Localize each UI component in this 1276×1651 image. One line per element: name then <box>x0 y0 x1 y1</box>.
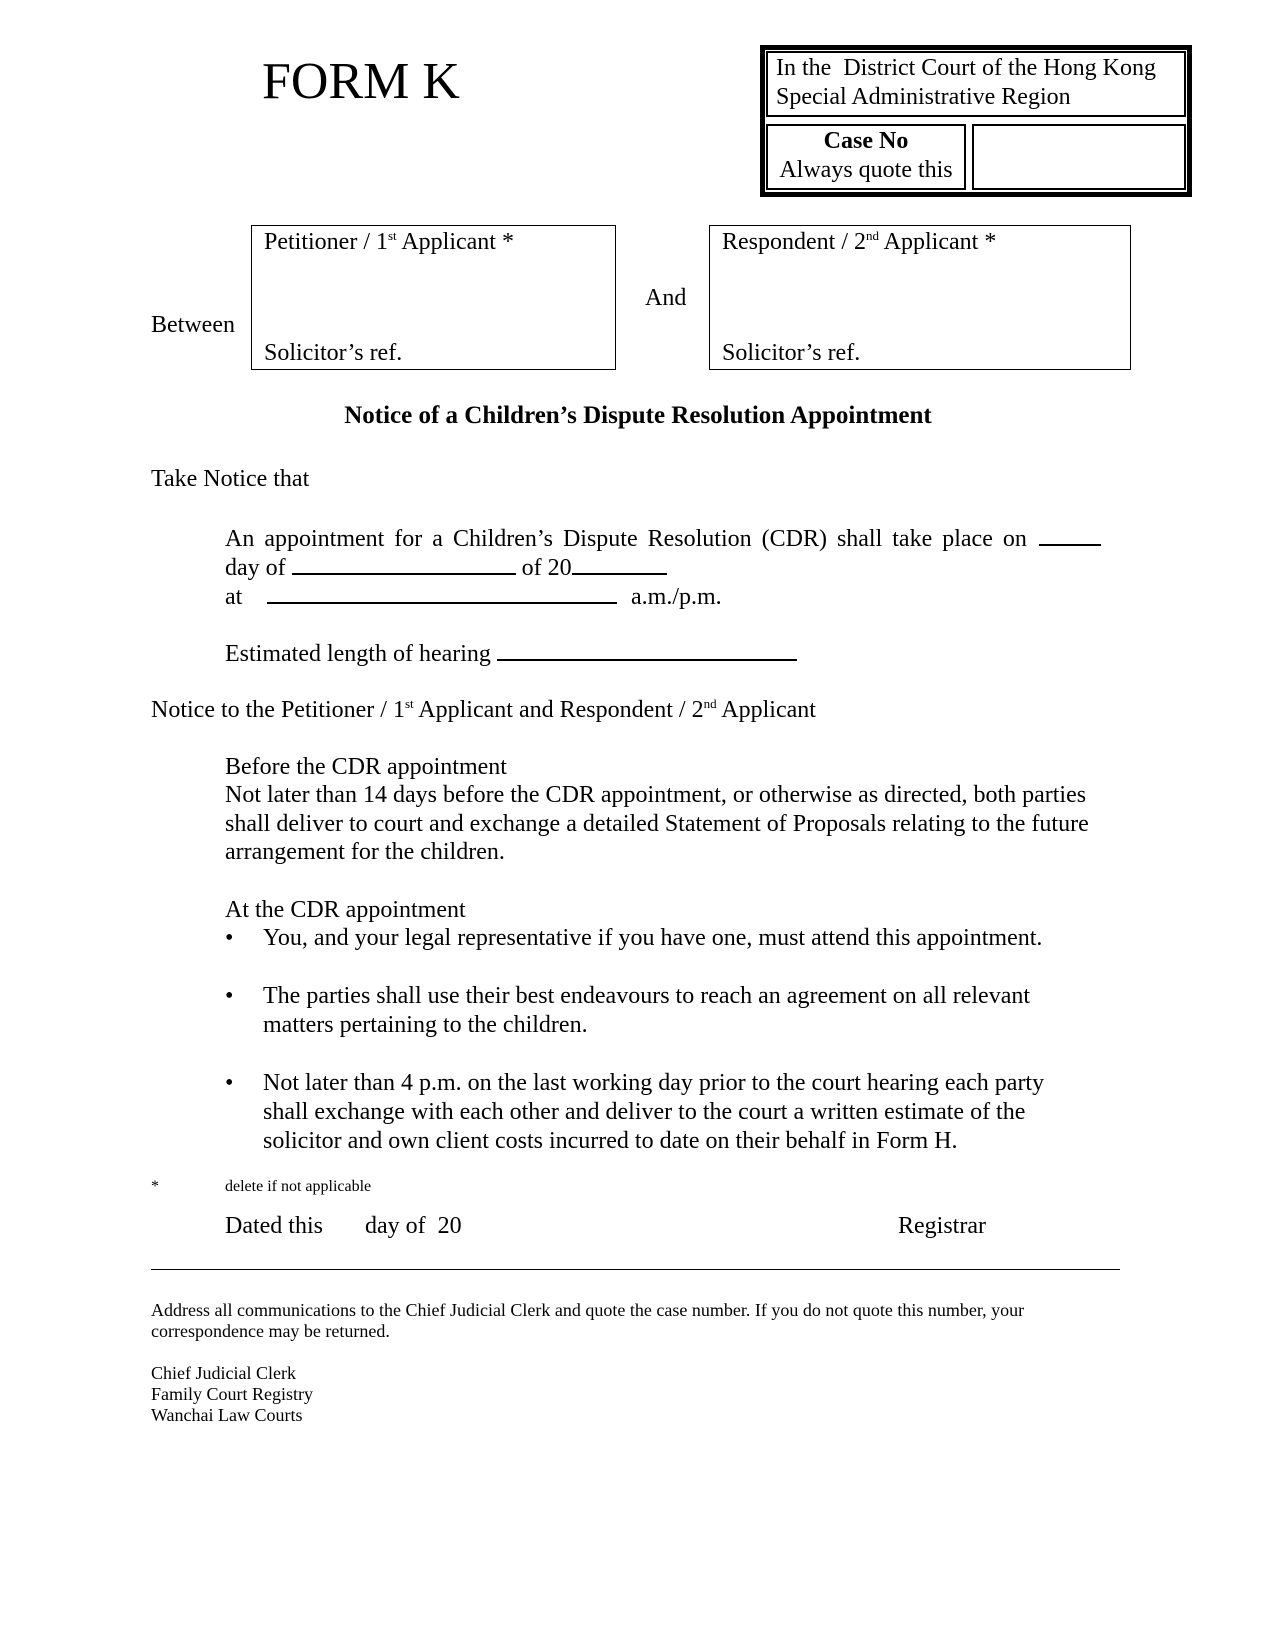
at-cdr-title: At the CDR appointment <box>225 897 466 923</box>
day-blank[interactable] <box>1039 524 1101 546</box>
respondent-title: Respondent / 2nd Applicant * <box>722 228 997 255</box>
address-line: Family Court Registry <box>151 1384 313 1404</box>
address-block <box>151 1363 313 1426</box>
appointment-line-3: at a.m./p.m. <box>225 584 722 610</box>
appointment-line-2: day of of 20 <box>225 553 667 582</box>
case-no-hint: Always quote this <box>779 157 953 183</box>
notice-to-line: Notice to the Petitioner / 1st Applicant and Respondent / 2nd Applicant <box>151 696 816 723</box>
respondent-solicitor-ref: Solicitor’s ref. <box>722 340 861 366</box>
case-no-label: Case No <box>823 128 909 154</box>
list-item: • You, and your legal representative if you have one, must attend this appointment. <box>225 924 1105 953</box>
court-name-box <box>766 51 1186 117</box>
form-title: FORM K <box>262 53 460 110</box>
list-item: • The parties shall use their best endeavours to reach an agreement on all relevant matters pertaining to the children. <box>225 982 1043 1040</box>
estimated-length-blank[interactable] <box>497 639 797 661</box>
take-notice-label: Take Notice that <box>151 466 310 492</box>
case-no-field[interactable] <box>972 124 1186 190</box>
case-no-label-box <box>766 124 966 190</box>
before-cdr-title: Before the CDR appointment <box>225 754 507 780</box>
registrar-label: Registrar <box>898 1213 986 1239</box>
divider <box>151 1269 1120 1270</box>
month-blank[interactable] <box>292 553 516 575</box>
address-note: Address all communications to the Chief Judicial Clerk and quote the case number. If you do not quote this number, your correspondence may be returned. <box>151 1300 1025 1341</box>
between-label: Between <box>151 312 235 338</box>
petitioner-box[interactable] <box>251 225 616 370</box>
estimated-length-line: Estimated length of hearing <box>225 639 797 668</box>
and-label: And <box>645 285 687 311</box>
at-cdr-list <box>225 924 1105 1156</box>
before-cdr-text: Not later than 14 days before the CDR appointment, or otherwise as directed, both parties shall deliver to court and exchange a detailed Statement of Proposals relating to the future arrangement for the children. <box>225 782 1089 865</box>
respondent-box[interactable] <box>709 225 1131 370</box>
time-blank[interactable] <box>267 582 617 604</box>
petitioner-solicitor-ref: Solicitor’s ref. <box>264 340 403 366</box>
list-item: • Not later than 4 p.m. on the last working day prior to the court hearing each party shall exchange with each other and deliver to the court a written estimate of the solicitor and own client costs incurred to date on their behalf in Form H. <box>225 1069 1083 1156</box>
footnote-mark: * <box>151 1178 159 1195</box>
address-line: Wanchai Law Courts <box>151 1405 303 1425</box>
court-line-2: Special Administrative Region <box>776 84 1071 110</box>
petitioner-title: Petitioner / 1st Applicant * <box>264 228 514 255</box>
day-of-20-label: day of 20 <box>365 1213 462 1239</box>
footnote-text: delete if not applicable <box>225 1178 372 1195</box>
court-line-1: In the District Court of the Hong Kong <box>776 55 1156 81</box>
appointment-line-1: An appointment for a Children’s Dispute Resolution (CDR) shall take place on <box>225 524 1125 553</box>
notice-heading: Notice of a Children’s Dispute Resolution Appointment <box>344 402 932 429</box>
address-line: Chief Judicial Clerk <box>151 1363 296 1383</box>
year-blank[interactable] <box>572 553 667 575</box>
dated-this-label: Dated this <box>225 1213 323 1239</box>
